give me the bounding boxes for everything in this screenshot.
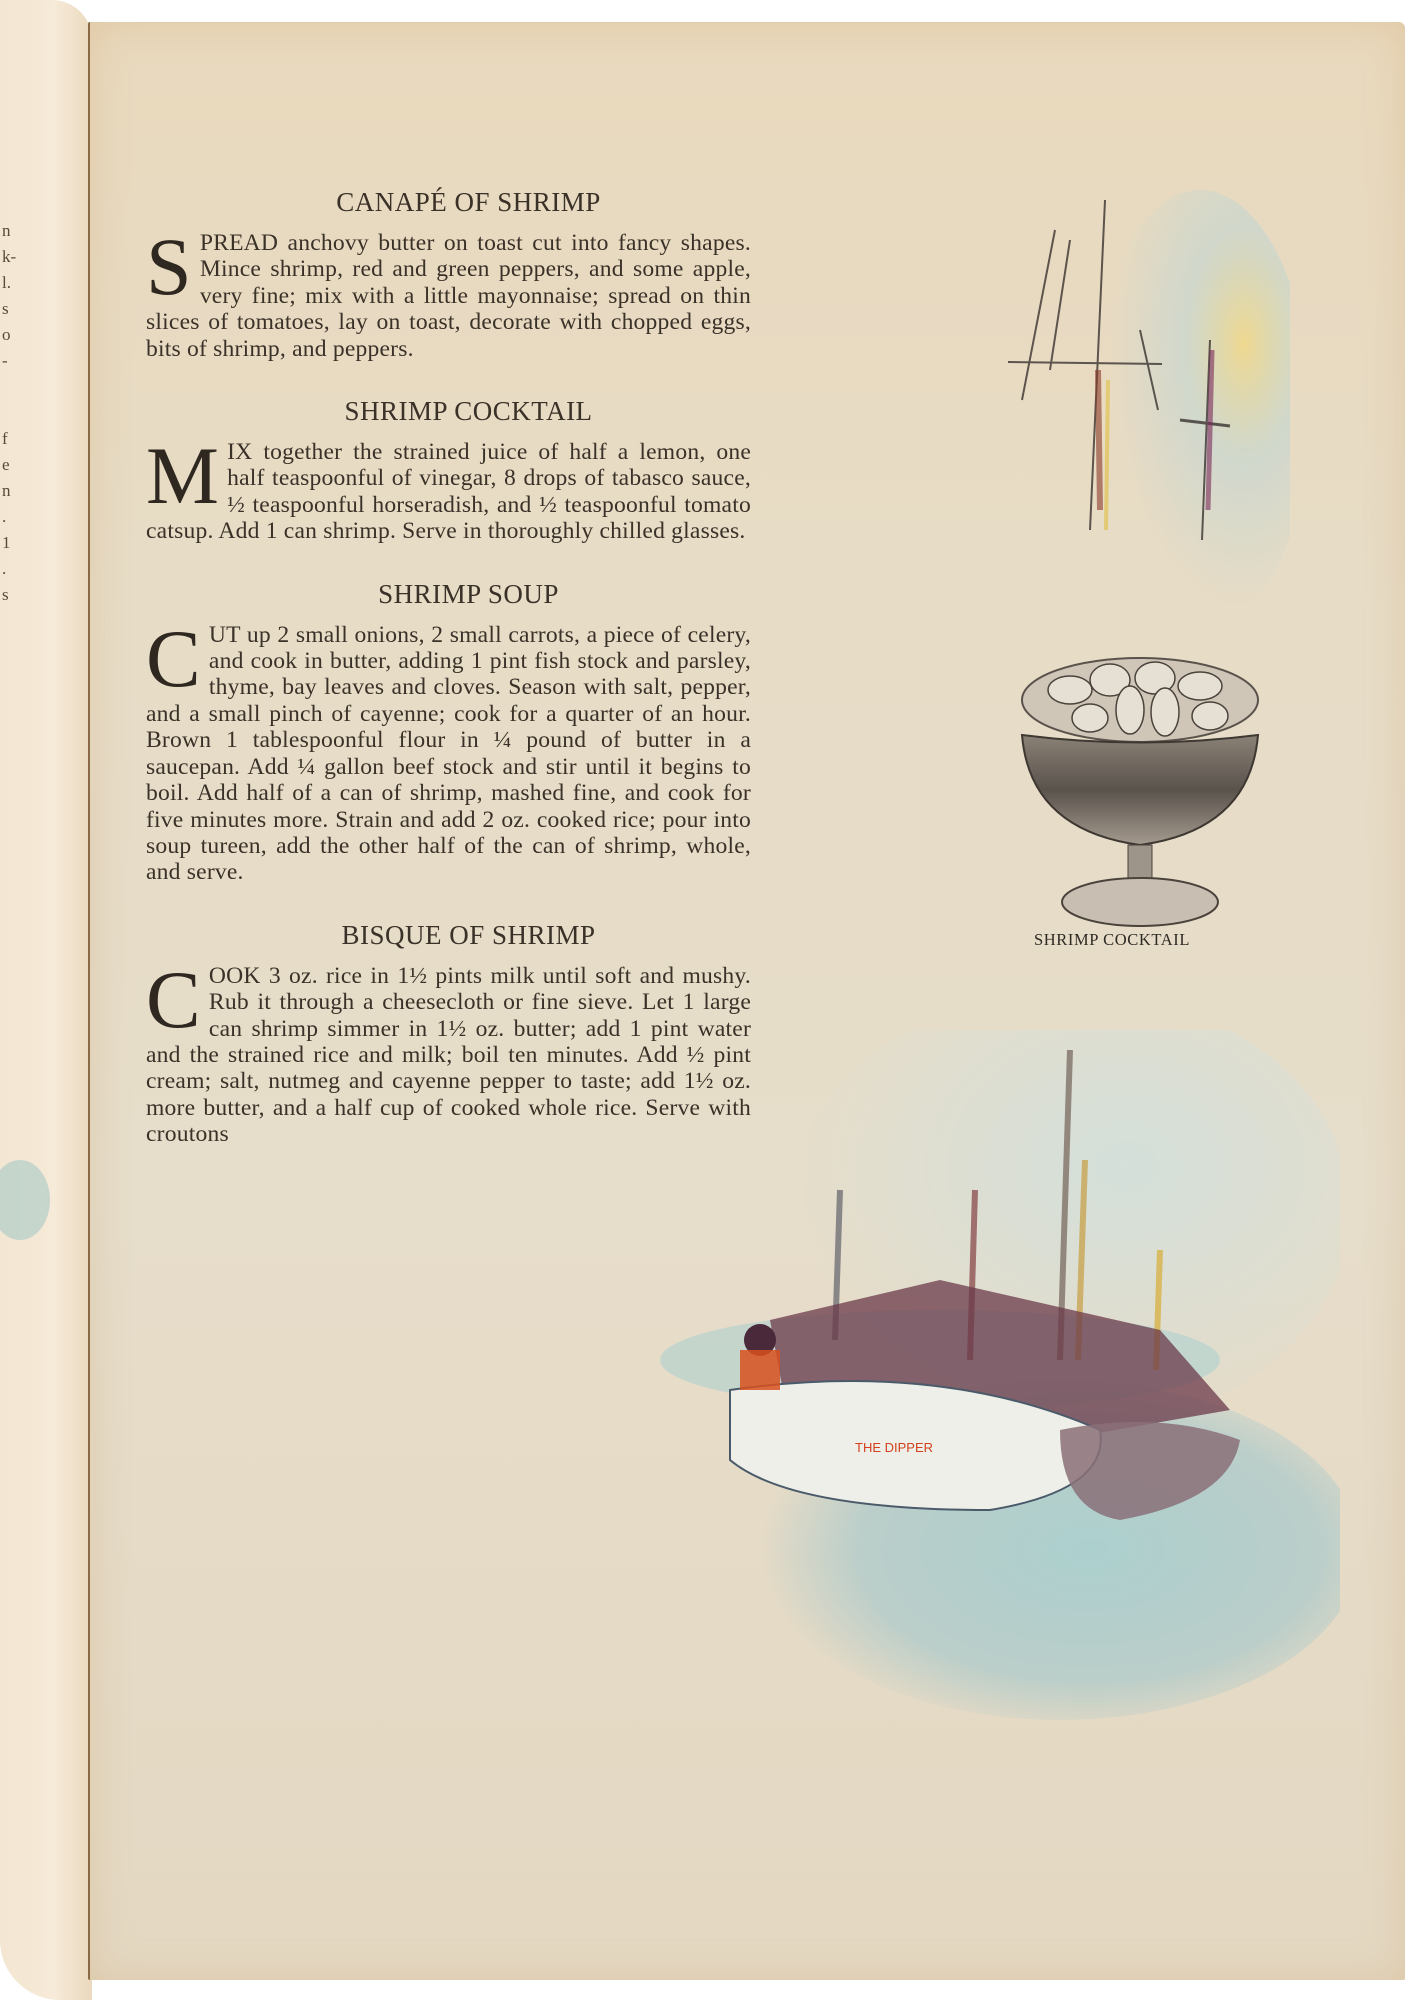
prev-page-fragment: e xyxy=(2,455,10,474)
drop-cap: C xyxy=(146,612,201,704)
prev-page-fragment: f xyxy=(2,429,8,448)
prev-page-fragment: . xyxy=(2,559,7,578)
recipe-title: CANAPÉ OF SHRIMP xyxy=(336,187,601,217)
recipe-text: UT up 2 small onions, 2 small carrots, a piece of celery, and cook in butter, adding 1 pint fish stock and parsley, thyme, bay leaves and cloves. Season with salt, pepper, and a small pinch of cayenne; cook for a quarter of an hour. Brown 1 tablespoonful flour in ¼ pound of butter in a saucepan. Add ¼ gallon beef stock and stir until it begins to boil. Add half of a can of shrimp, mashed fine, and cook for five minutes more. Strain and add 2 oz. cooked rice; pour into soup tureen, add the other half of the can of shrimp, whole, and serve. xyxy=(146,621,751,886)
prev-page-fragment: o xyxy=(2,325,11,344)
prev-page-fragment: n xyxy=(2,221,11,240)
recipe-title: BISQUE OF SHRIMP xyxy=(341,919,596,950)
recipe-body xyxy=(146,612,751,886)
prev-page-fragment: s xyxy=(2,299,9,318)
recipe-body xyxy=(146,221,751,362)
prev-page-fragment: 1 xyxy=(2,533,11,552)
recipe-text: IX together the strained juice of half a lemon, one half teaspoonful of vinegar, 8 drops of tabasco sauce, ½ teaspoonful horseradish, and ½ teaspoonful tomato catsup. Add 1 can shrimp. Serve in thoroughly chilled glasses. xyxy=(146,439,751,545)
recipe-body xyxy=(146,430,751,545)
prev-page-fragment: l. xyxy=(2,273,11,292)
illustration-caption: SHRIMP COCKTAIL xyxy=(1034,930,1191,949)
recipe-canape-of-shrimp xyxy=(146,187,751,362)
ship-masts-illustration xyxy=(990,180,1290,610)
previous-page-edge xyxy=(0,0,92,2000)
drop-cap: C xyxy=(146,953,201,1045)
prev-page-fragment: s xyxy=(2,585,9,604)
recipe-text: PREAD anchovy butter on toast cut into fancy shapes. Mince shrimp, red and green peppers, and some apple, very fine; mix with a little mayonnaise; spread on thin slices of tomatoes, lay on toast, decorate with chopped eggs, bits of shrimp, and peppers. xyxy=(146,230,751,362)
recipe-shrimp-soup xyxy=(146,579,751,886)
drop-cap: M xyxy=(146,430,220,522)
prev-page-fragment: n xyxy=(2,481,11,500)
shrimp-cocktail-illustration xyxy=(1010,640,1270,940)
prev-page-fragment: k- xyxy=(2,247,17,266)
hull-lettering: THE DIPPER xyxy=(855,1440,934,1455)
prev-page-fragment: . xyxy=(2,507,7,526)
sailboat-illustration xyxy=(640,1030,1340,1730)
recipe-title: SHRIMP COCKTAIL xyxy=(344,396,593,427)
watercolor-splash-icon xyxy=(0,1150,70,1270)
drop-cap: S xyxy=(146,221,192,312)
prev-page-fragment: - xyxy=(2,351,8,370)
recipe-text: OOK 3 oz. rice in 1½ pints milk until soft and mushy. Rub it through a cheesecloth or fine sieve. Let 1 large can shrimp simmer in 1½ oz. butter; add 1 pint water and the strained rice and milk; boil ten minutes. Add ½ pint cream; salt, nutmeg and cayenne pepper to taste; add 1½ oz. more butter, and a half cup of cooked whole rice. Serve with croutons xyxy=(146,962,751,1148)
recipe-title: SHRIMP SOUP xyxy=(378,578,559,609)
recipe-shrimp-cocktail xyxy=(146,396,751,545)
